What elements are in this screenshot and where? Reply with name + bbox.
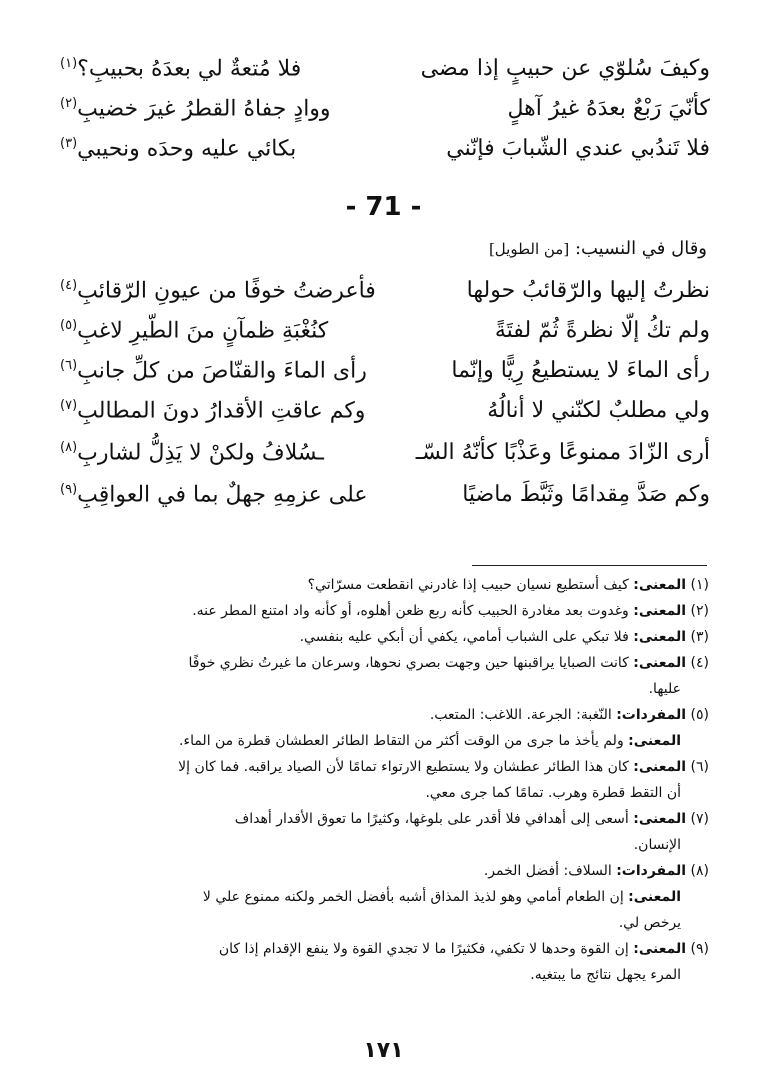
footnote-text: السلاف: أفضل الخمر. [483, 863, 612, 879]
verse-text: ووادٍ جفاهُ القطرُ غيرَ خضيبِ [77, 96, 331, 122]
footnote-continuation: الإنسان. [633, 837, 681, 853]
footnote [53, 624, 709, 650]
footnote-number: (٩) [690, 941, 709, 957]
verse-text: رأى الماءَ والقنّاصَ من كلِّ جانبِ [77, 358, 367, 384]
verse-text: كنُغْبَةِ ظمآنٍ منَ الطّيرِ لاغبِ [77, 318, 329, 344]
footnote-number: (٧) [690, 811, 709, 827]
footnote-continuation: المرء يجهل نتائج ما يبتغيه. [530, 967, 681, 983]
footnote-marker: (٦) [60, 358, 78, 374]
verse-row [60, 50, 710, 88]
footnote-marker: (١) [60, 56, 78, 72]
footnotes [53, 572, 709, 988]
verse-second-hemistich [60, 441, 324, 464]
page-number: ١٧١ [363, 1038, 404, 1063]
footnote-text: إن القوة وحدها لا تكفي، فكثيرًا ما لا تجدي القوة ولا ينفع الإقدام إذا كان [218, 941, 629, 957]
footnote [53, 650, 709, 676]
verse-row [60, 272, 710, 310]
footnote [53, 754, 709, 780]
footnote-label: المعنى: [633, 577, 687, 593]
verse-second-hemistich [60, 399, 365, 422]
verse-first-hemistich: رأى الماءَ لا يستطيعُ رِيًّا وإنّما [451, 358, 710, 383]
verse-row [60, 312, 710, 350]
footnote-label: المعنى: [628, 889, 681, 905]
footnote-marker: (٣) [60, 136, 78, 152]
footnote-text: النّغبة: الجرعة. اللاغب: المتعب. [429, 707, 612, 723]
footnote-marker: (٩) [60, 482, 78, 498]
verse-second-hemistich [60, 97, 331, 120]
verse-second-hemistich [60, 359, 367, 382]
footnote-continuation: أن التقط قطرة وهرب. تمامًا كما جرى معي. [425, 785, 681, 801]
footnote-text: أسعى إلى أهدافي فلا أقدر على بلوغها، وكثيرًا ما تعوق الأقدار أهداف [234, 811, 629, 827]
footnote-label: المعنى: [628, 733, 681, 749]
verse-first-hemistich: فلا تَندُبي عندي الشّبابَ فإنّني [446, 136, 710, 161]
footnote-separator [472, 565, 707, 566]
verse-first-hemistich: ولم تكُ إلّا نظرةً ثُمّ لفتَةً [494, 318, 710, 343]
footnote [53, 884, 709, 910]
verse-second-hemistich [60, 137, 296, 160]
footnote-marker: (٤) [60, 278, 78, 294]
verse-text: على عزمِهِ جهلٌ بما في العواقِبِ [77, 482, 368, 508]
meter-label: [من الطويل] [488, 240, 570, 258]
intro-text: وقال في النسيب: [574, 238, 707, 259]
footnote-label: المعنى: [633, 603, 687, 619]
footnote-number: (٤) [690, 655, 709, 671]
footnote-number: (٣) [690, 629, 709, 645]
footnote-marker: (٢) [60, 96, 78, 112]
footnote [53, 936, 709, 962]
footnote-text: ولم يأخذ ما جرى من الوقت أكثر من التقاط الطائر العطشان قطرة من الماء. [179, 733, 624, 749]
footnote-label: المفردات: [616, 707, 687, 723]
footnote-label: المعنى: [633, 629, 687, 645]
verse-first-hemistich: وكيفَ سُلوّي عن حبيبٍ إذا مضى [420, 56, 710, 81]
footnote-number: (١) [690, 577, 709, 593]
verse-second-hemistich [60, 279, 376, 302]
footnote-marker: (٧) [60, 398, 78, 414]
verse-second-hemistich [60, 319, 328, 342]
verse-row [60, 352, 710, 390]
verse-first-hemistich: وكم صَدَّ مِقدامًا وثَبَّطَ ماضيًا [462, 482, 710, 507]
footnote-text: إن الطعام أمامي وهو لذيذ المذاق أشبه بأفضل الخمر ولكنه ممنوع علي لا [202, 889, 624, 905]
footnote-text: كان هذا الطائر عطشان ولا يستطيع الارتواء تمامًا لأن الصياد يراقبه. فما كان إلا [178, 759, 629, 775]
verse-second-hemistich [60, 483, 368, 506]
footnote [53, 598, 709, 624]
footnote [53, 806, 709, 832]
verse-row [60, 90, 710, 128]
verse-first-hemistich: ولي مطلبٌ لكنّني لا أنالُهُ [487, 398, 710, 423]
footnote-number: (٨) [690, 863, 709, 879]
footnote-continuation: يرخص لي. [618, 915, 681, 931]
footnote [53, 728, 709, 754]
footnote-number: (٢) [690, 603, 709, 619]
verse-text: وكم عاقتِ الأقدارُ دونَ المطالبِ [77, 398, 366, 424]
footnote-text: فلا تبكي على الشباب أمامي، يكفي أن أبكي عليه بنفسي. [299, 629, 629, 645]
verse-text: فلا مُتعةٌ لي بعدَهُ بحبيبِ؟ [77, 56, 302, 82]
footnote [53, 858, 709, 884]
verse-text: فأعرضتُ خوفًا من عيونِ الرّقائبِ [77, 278, 376, 304]
verse-text: بكائي عليه وحدَه ونحيبي [77, 136, 297, 162]
footnote-label: المعنى: [633, 811, 687, 827]
footnote-text: كيف أستطيع نسيان حبيب إذا غادرني انقطعت مسرّاتي؟ [307, 577, 629, 593]
footnote-label: المفردات: [616, 863, 687, 879]
footnote-text: وغدوت بعد مغادرة الحبيب كأنه ربع ظعن أهلوه، أو كأنه واد امتنع المطر عنه. [192, 603, 629, 619]
footnote-number: (٥) [690, 707, 709, 723]
verse-row [60, 434, 710, 472]
footnote-label: المعنى: [633, 759, 687, 775]
footnote [53, 702, 709, 728]
verse-text: ـسُلافُ ولكنْ لا يَذِلُّ لشاربِ [77, 440, 324, 466]
verse-second-hemistich [60, 57, 301, 80]
verse-row [60, 130, 710, 168]
footnote-text: كانت الصبايا يراقبنها حين وجهت بصري نحوها، وسرعان ما غيرتُ نظري خوفًا [188, 655, 629, 671]
verse-first-hemistich: نظرتُ إليها والرّقائبُ حولها [466, 278, 710, 303]
footnote-continuation: عليها. [648, 681, 681, 697]
footnote-marker: (٥) [60, 318, 78, 334]
footnote [53, 572, 709, 598]
footnote-label: المعنى: [633, 941, 687, 957]
footnote-number: (٦) [690, 759, 709, 775]
poem-number: - 71 - [345, 192, 422, 222]
footnote-marker: (٨) [60, 440, 78, 456]
poem-intro [489, 238, 707, 259]
verse-row [60, 392, 710, 430]
verse-row [60, 476, 710, 514]
verse-first-hemistich: كأنّيَ رَبْعٌ بعدَهُ غيرُ آهلٍ [507, 96, 710, 121]
verse-first-hemistich: أرى الزّادَ ممنوعًا وعَذْبًا كأنّهُ السّـ [415, 440, 710, 465]
footnote-label: المعنى: [633, 655, 687, 671]
